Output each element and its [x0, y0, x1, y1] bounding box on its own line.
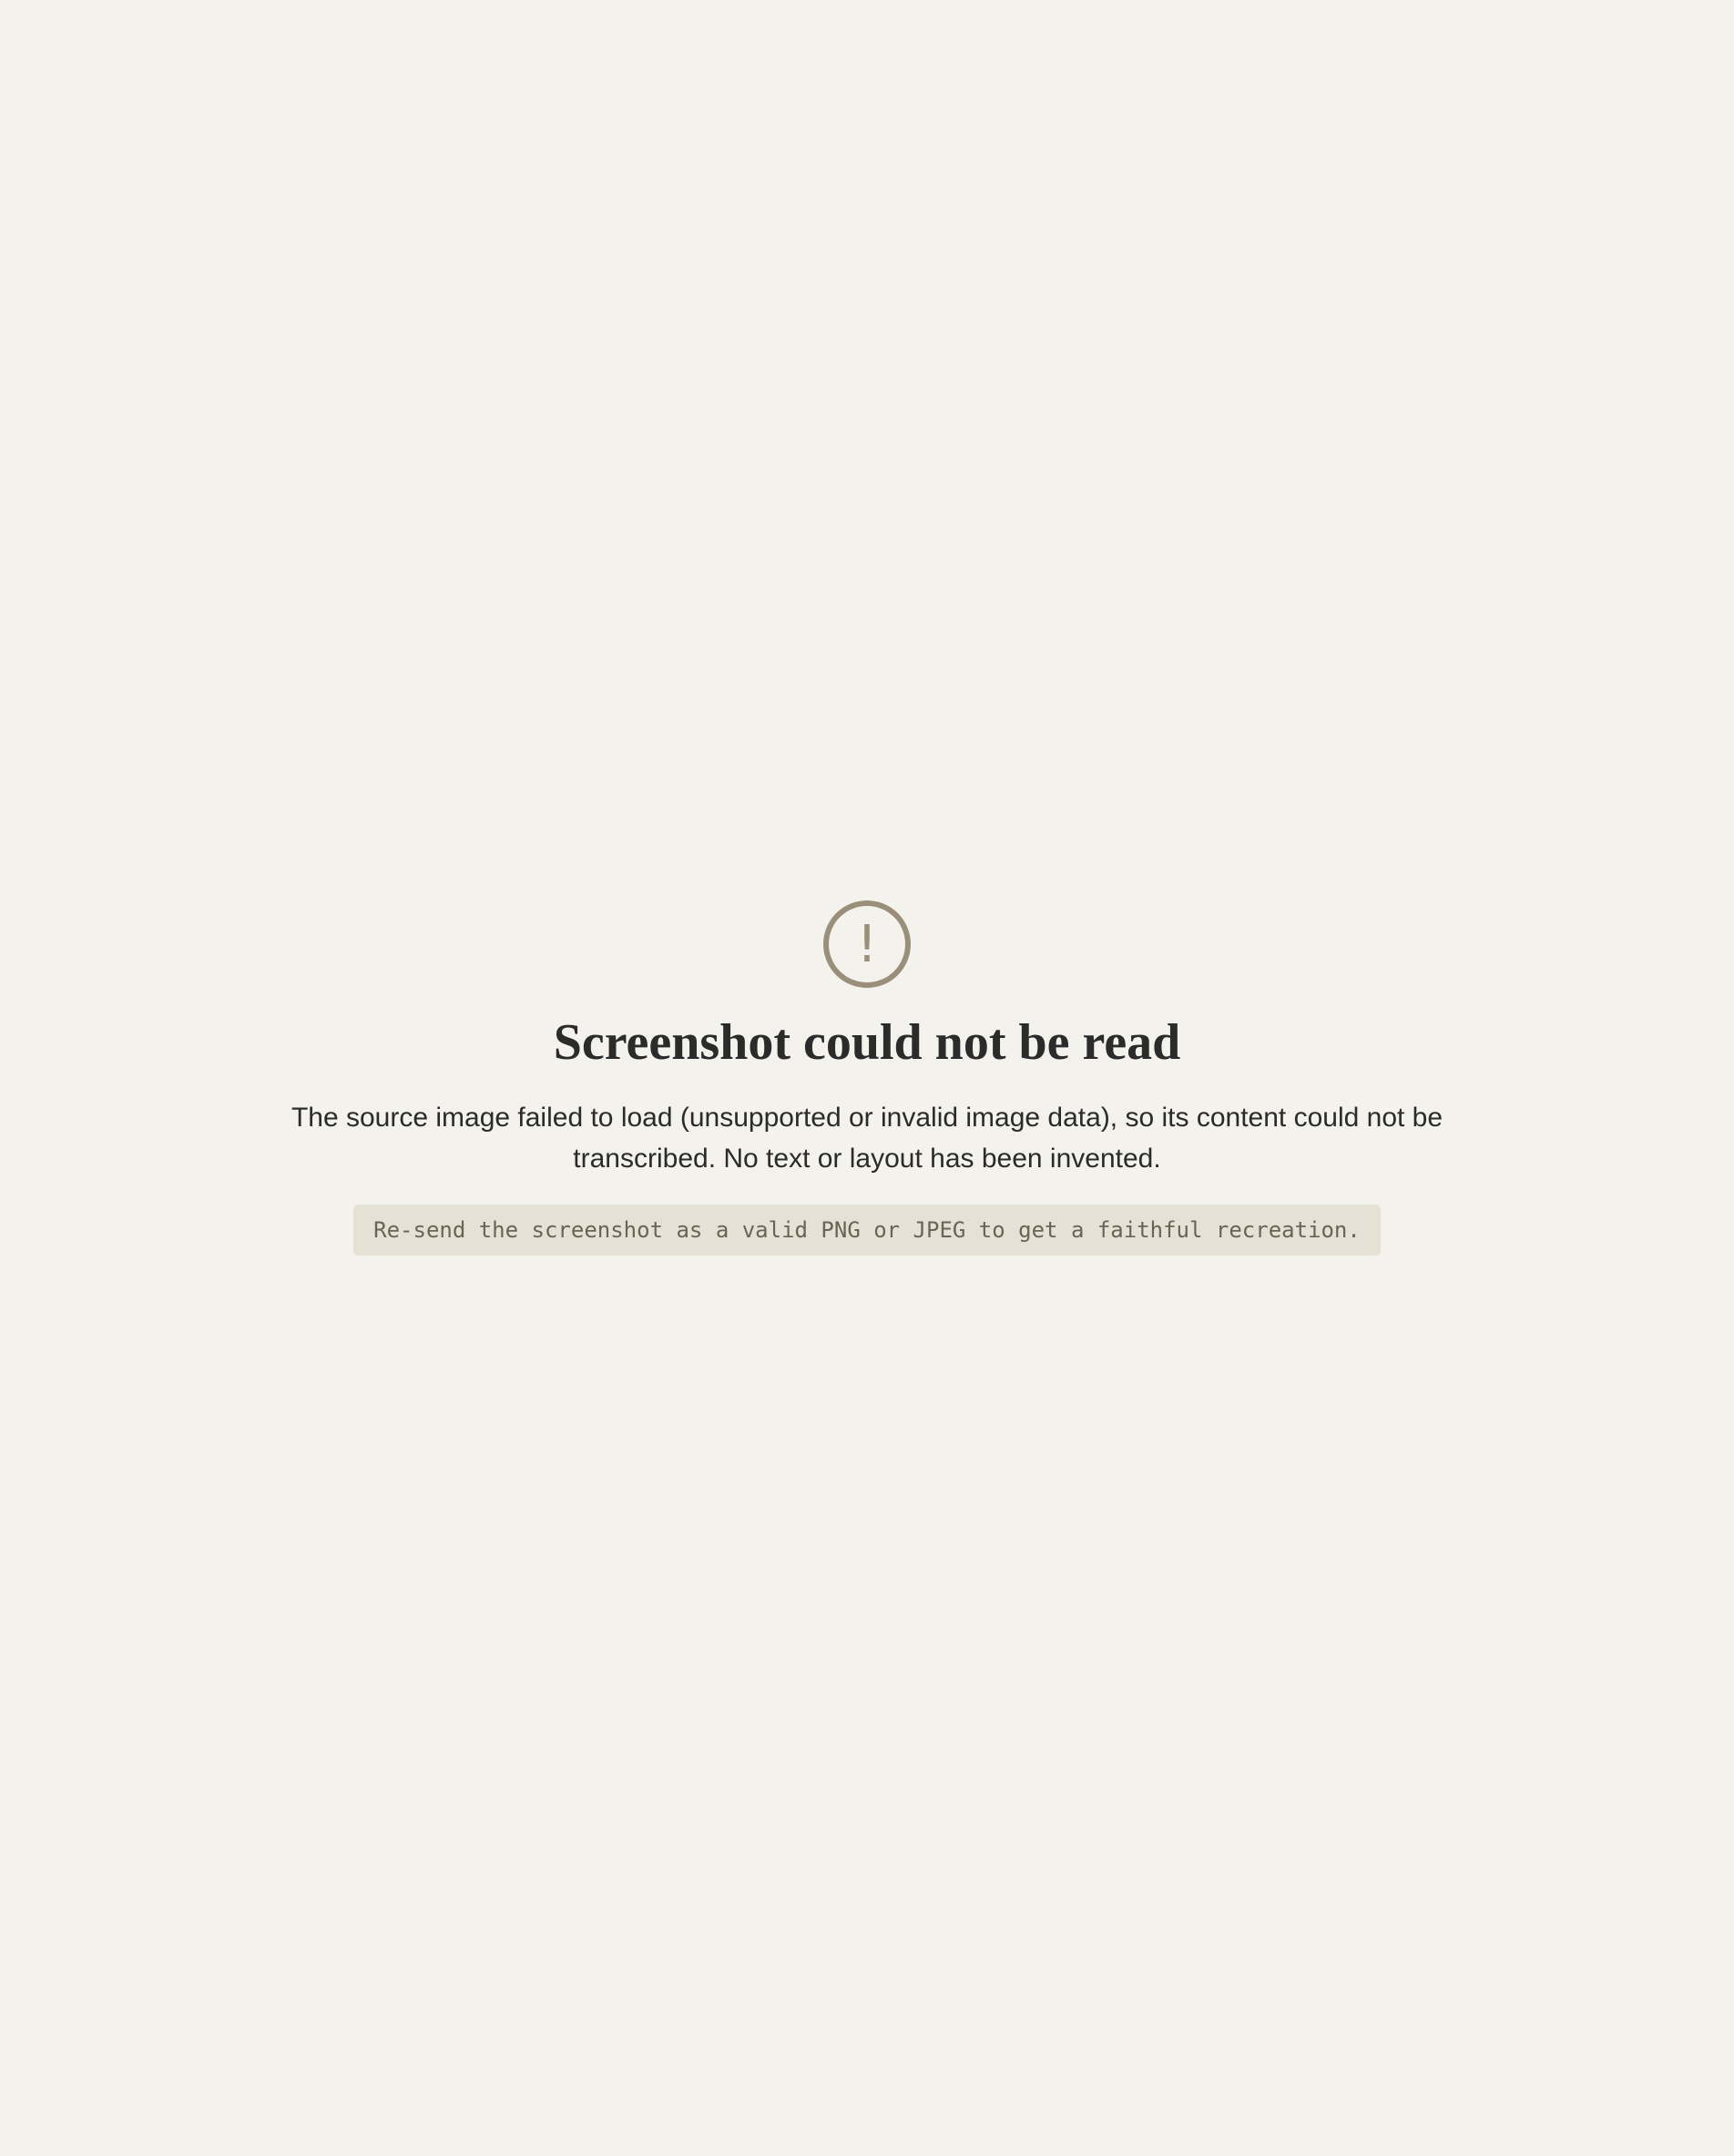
notice-body: The source image failed to load (unsupported or invalid image data), so its content could not be transcribed. No text or layout has been invented. [291, 1103, 1443, 1174]
notice-title: Screenshot could not be read [553, 1014, 1181, 1071]
notice-hint: Re-send the screenshot as a valid PNG or JPEG to get a faithful recreation. [353, 1205, 1381, 1256]
warning-icon: ! [823, 900, 911, 988]
